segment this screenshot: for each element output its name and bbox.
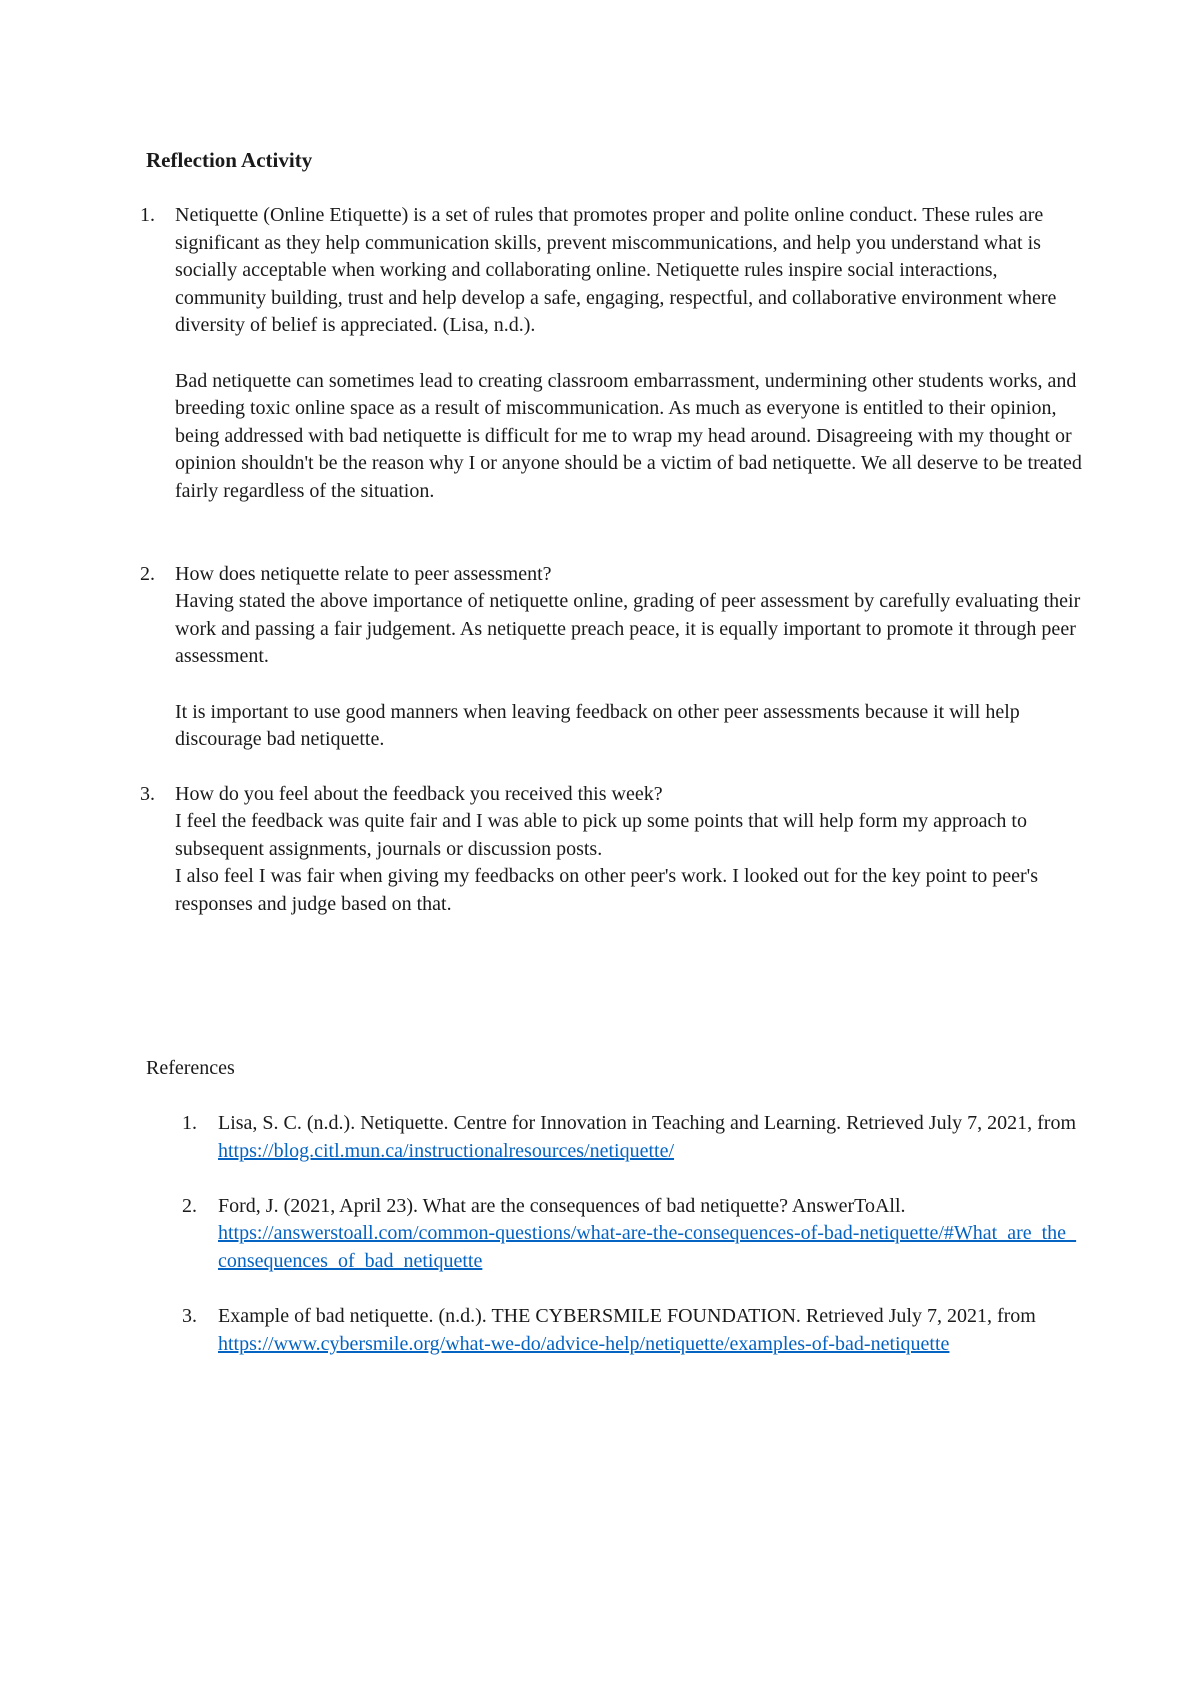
question-text: How does netiquette relate to peer assessment? xyxy=(175,562,552,585)
list-number: 2. xyxy=(182,1194,197,1217)
list-number: 1. xyxy=(140,204,155,226)
reference-item-2 xyxy=(182,1193,1082,1276)
question-item-2 xyxy=(140,561,1090,754)
answer-paragraph: I feel the feedback was quite fair and I was able to pick up some points that will help form my approach to subsequent assignments, journals or discussion posts. xyxy=(175,810,1027,860)
document-title: Reflection Activity xyxy=(146,148,313,172)
answer-paragraph: It is important to use good manners when leaving feedback on other peer assessments because it will help discourage bad netiquette. xyxy=(175,700,1020,751)
reference-link[interactable]: https://www.cybersmile.org/what-we-do/advice-help/netiquette/examples-of-bad-netiquette xyxy=(218,1332,950,1355)
reflection-question-list xyxy=(140,202,1090,919)
answer-paragraph: Having stated the above importance of netiquette online, grading of peer assessment by carefully evaluating their work and passing a fair judgement. As netiquette preach peace, it is equally important to promote it through peer assessment. xyxy=(175,590,1081,668)
list-number: 1. xyxy=(182,1112,197,1134)
question-text: How do you feel about the feedback you received this week? xyxy=(175,782,663,805)
reference-link[interactable]: https://answerstoall.com/common-questions/what-are-the-consequences-of-bad-netiquette/#What_are_the_consequences_of_bad_netiquette xyxy=(218,1222,1077,1272)
reference-item-1 xyxy=(182,1110,1082,1165)
reference-text: Ford, J. (2021, April 23). What are the consequences of bad netiquette? AnswerToAll. xyxy=(218,1194,906,1217)
references-list xyxy=(182,1110,1082,1358)
list-number: 2. xyxy=(140,562,155,585)
list-number: 3. xyxy=(140,782,155,805)
answer-paragraph: I also feel I was fair when giving my feedbacks on other peer's work. I looked out for the key point to peer's responses and judge based on that. xyxy=(175,865,1039,916)
references-heading: References xyxy=(146,1057,235,1079)
reference-link[interactable]: https://blog.citl.mun.ca/instructionalresources/netiquette/ xyxy=(218,1139,675,1162)
reference-item-3 xyxy=(182,1303,1082,1358)
reference-text: Example of bad netiquette. (n.d.). THE CYBERSMILE FOUNDATION. Retrieved July 7, 2021, from xyxy=(218,1305,1036,1328)
answer-paragraph: Bad netiquette can sometimes lead to creating classroom embarrassment, undermining other students works, and breeding toxic online space as a result of miscommunication. As much as everyone is entitled to their opinion, being addressed with bad netiquette is difficult for me to wrap my head around. Disagreeing with my thought or opinion shouldn't be the reason why I or anyone should be a victim of bad netiquette. We all deserve to be treated fairly regardless of the situation. xyxy=(175,369,1082,502)
answer-paragraph: Netiquette (Online Etiquette) is a set of rules that promotes proper and polite online conduct. These rules are significant as they help communication skills, prevent miscommunications, and help you understand what is socially acceptable when working and collaborating online. Netiquette rules inspire social interactions, community building, trust and help develop a safe, engaging, respectful, and collaborative environment where diversity of belief is appreciated. (Lisa, n.d.). xyxy=(175,204,1057,337)
list-number: 3. xyxy=(182,1305,197,1328)
question-item-1 xyxy=(140,202,1090,506)
question-item-3 xyxy=(140,781,1090,919)
reference-text: Lisa, S. C. (n.d.). Netiquette. Centre for Innovation in Teaching and Learning. Retrieved July 7, 2021, from xyxy=(218,1112,1077,1134)
